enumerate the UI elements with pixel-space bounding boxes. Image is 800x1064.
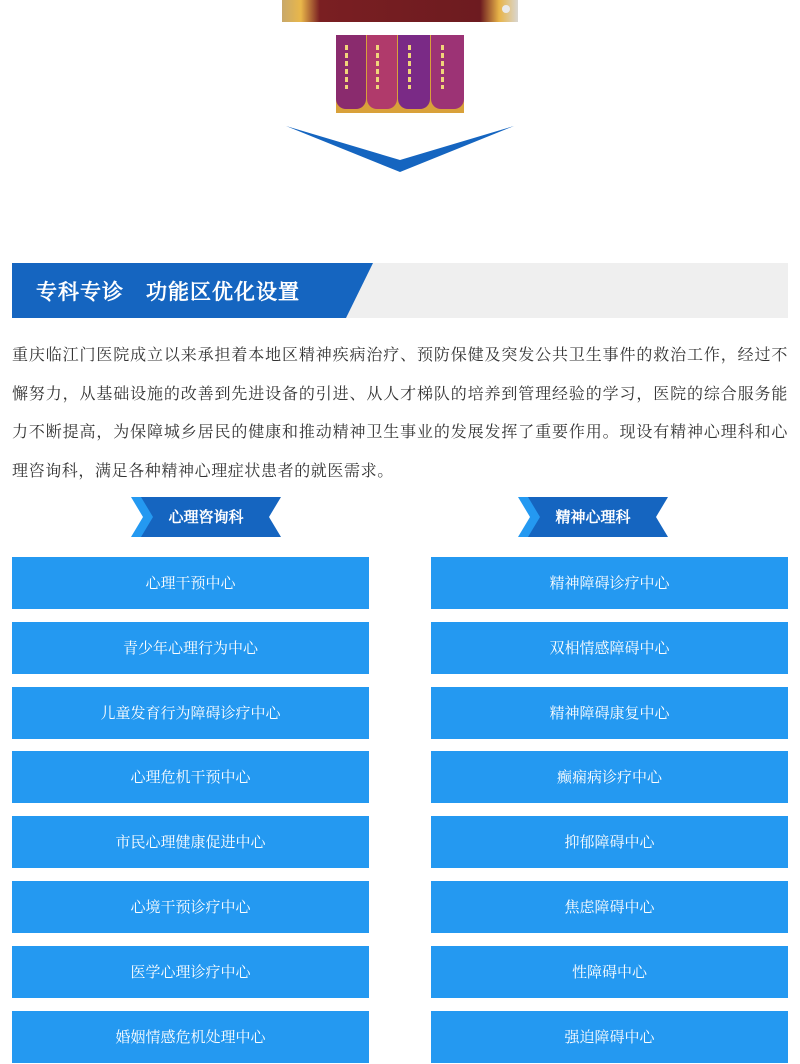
center-button[interactable]: 性障碍中心: [431, 946, 788, 998]
psychiatry-list: [431, 557, 788, 1064]
consultation-list: [12, 557, 369, 1064]
column-label-consultation: 心理咨询科: [131, 497, 281, 537]
center-button[interactable]: 婚姻情感危机处理中心: [12, 1011, 369, 1063]
wechat-icon: [502, 5, 510, 13]
center-button[interactable]: 儿童发育行为障碍诊疗中心: [12, 687, 369, 739]
section-title: 专科专诊 功能区优化设置: [36, 280, 300, 304]
center-button[interactable]: 双相情感障碍中心: [431, 622, 788, 674]
center-button[interactable]: 精神障碍诊疗中心: [431, 557, 788, 609]
hospital-photo-top: [282, 0, 518, 22]
section-header: [12, 263, 788, 318]
center-button[interactable]: 强迫障碍中心: [431, 1011, 788, 1063]
watermark: [502, 5, 510, 13]
center-button[interactable]: 精神障碍康复中心: [431, 687, 788, 739]
center-button[interactable]: 焦虑障碍中心: [431, 881, 788, 933]
intro-paragraph: 重庆临江门医院成立以来承担着本地区精神疾病治疗、预防保健及突发公共卫生事件的救治工作，经过不懈努力，从基础设施的改善到先进设备的引进、从人才梯队的培养到管理经验的学习，医院的综合服务能力不断提高，为保障城乡居民的健康和推动精神卫生事业的发展发挥了重要作用。现设有精神心理科和心理咨询科，满足各种精神心理症状患者的就医需求。: [12, 345, 788, 480]
chevron-down-icon: [286, 126, 514, 172]
center-button[interactable]: 心理危机干预中心: [12, 751, 369, 803]
center-button[interactable]: 抑郁障碍中心: [431, 816, 788, 868]
column-label-psychiatry: 精神心理科: [518, 497, 668, 537]
honor-banners-photo: [336, 35, 464, 113]
center-button[interactable]: 青少年心理行为中心: [12, 622, 369, 674]
center-button[interactable]: 心境干预诊疗中心: [12, 881, 369, 933]
center-button[interactable]: 市民心理健康促进中心: [12, 816, 369, 868]
center-button[interactable]: 心理干预中心: [12, 557, 369, 609]
center-button[interactable]: 癫痫病诊疗中心: [431, 751, 788, 803]
center-button[interactable]: 医学心理诊疗中心: [12, 946, 369, 998]
